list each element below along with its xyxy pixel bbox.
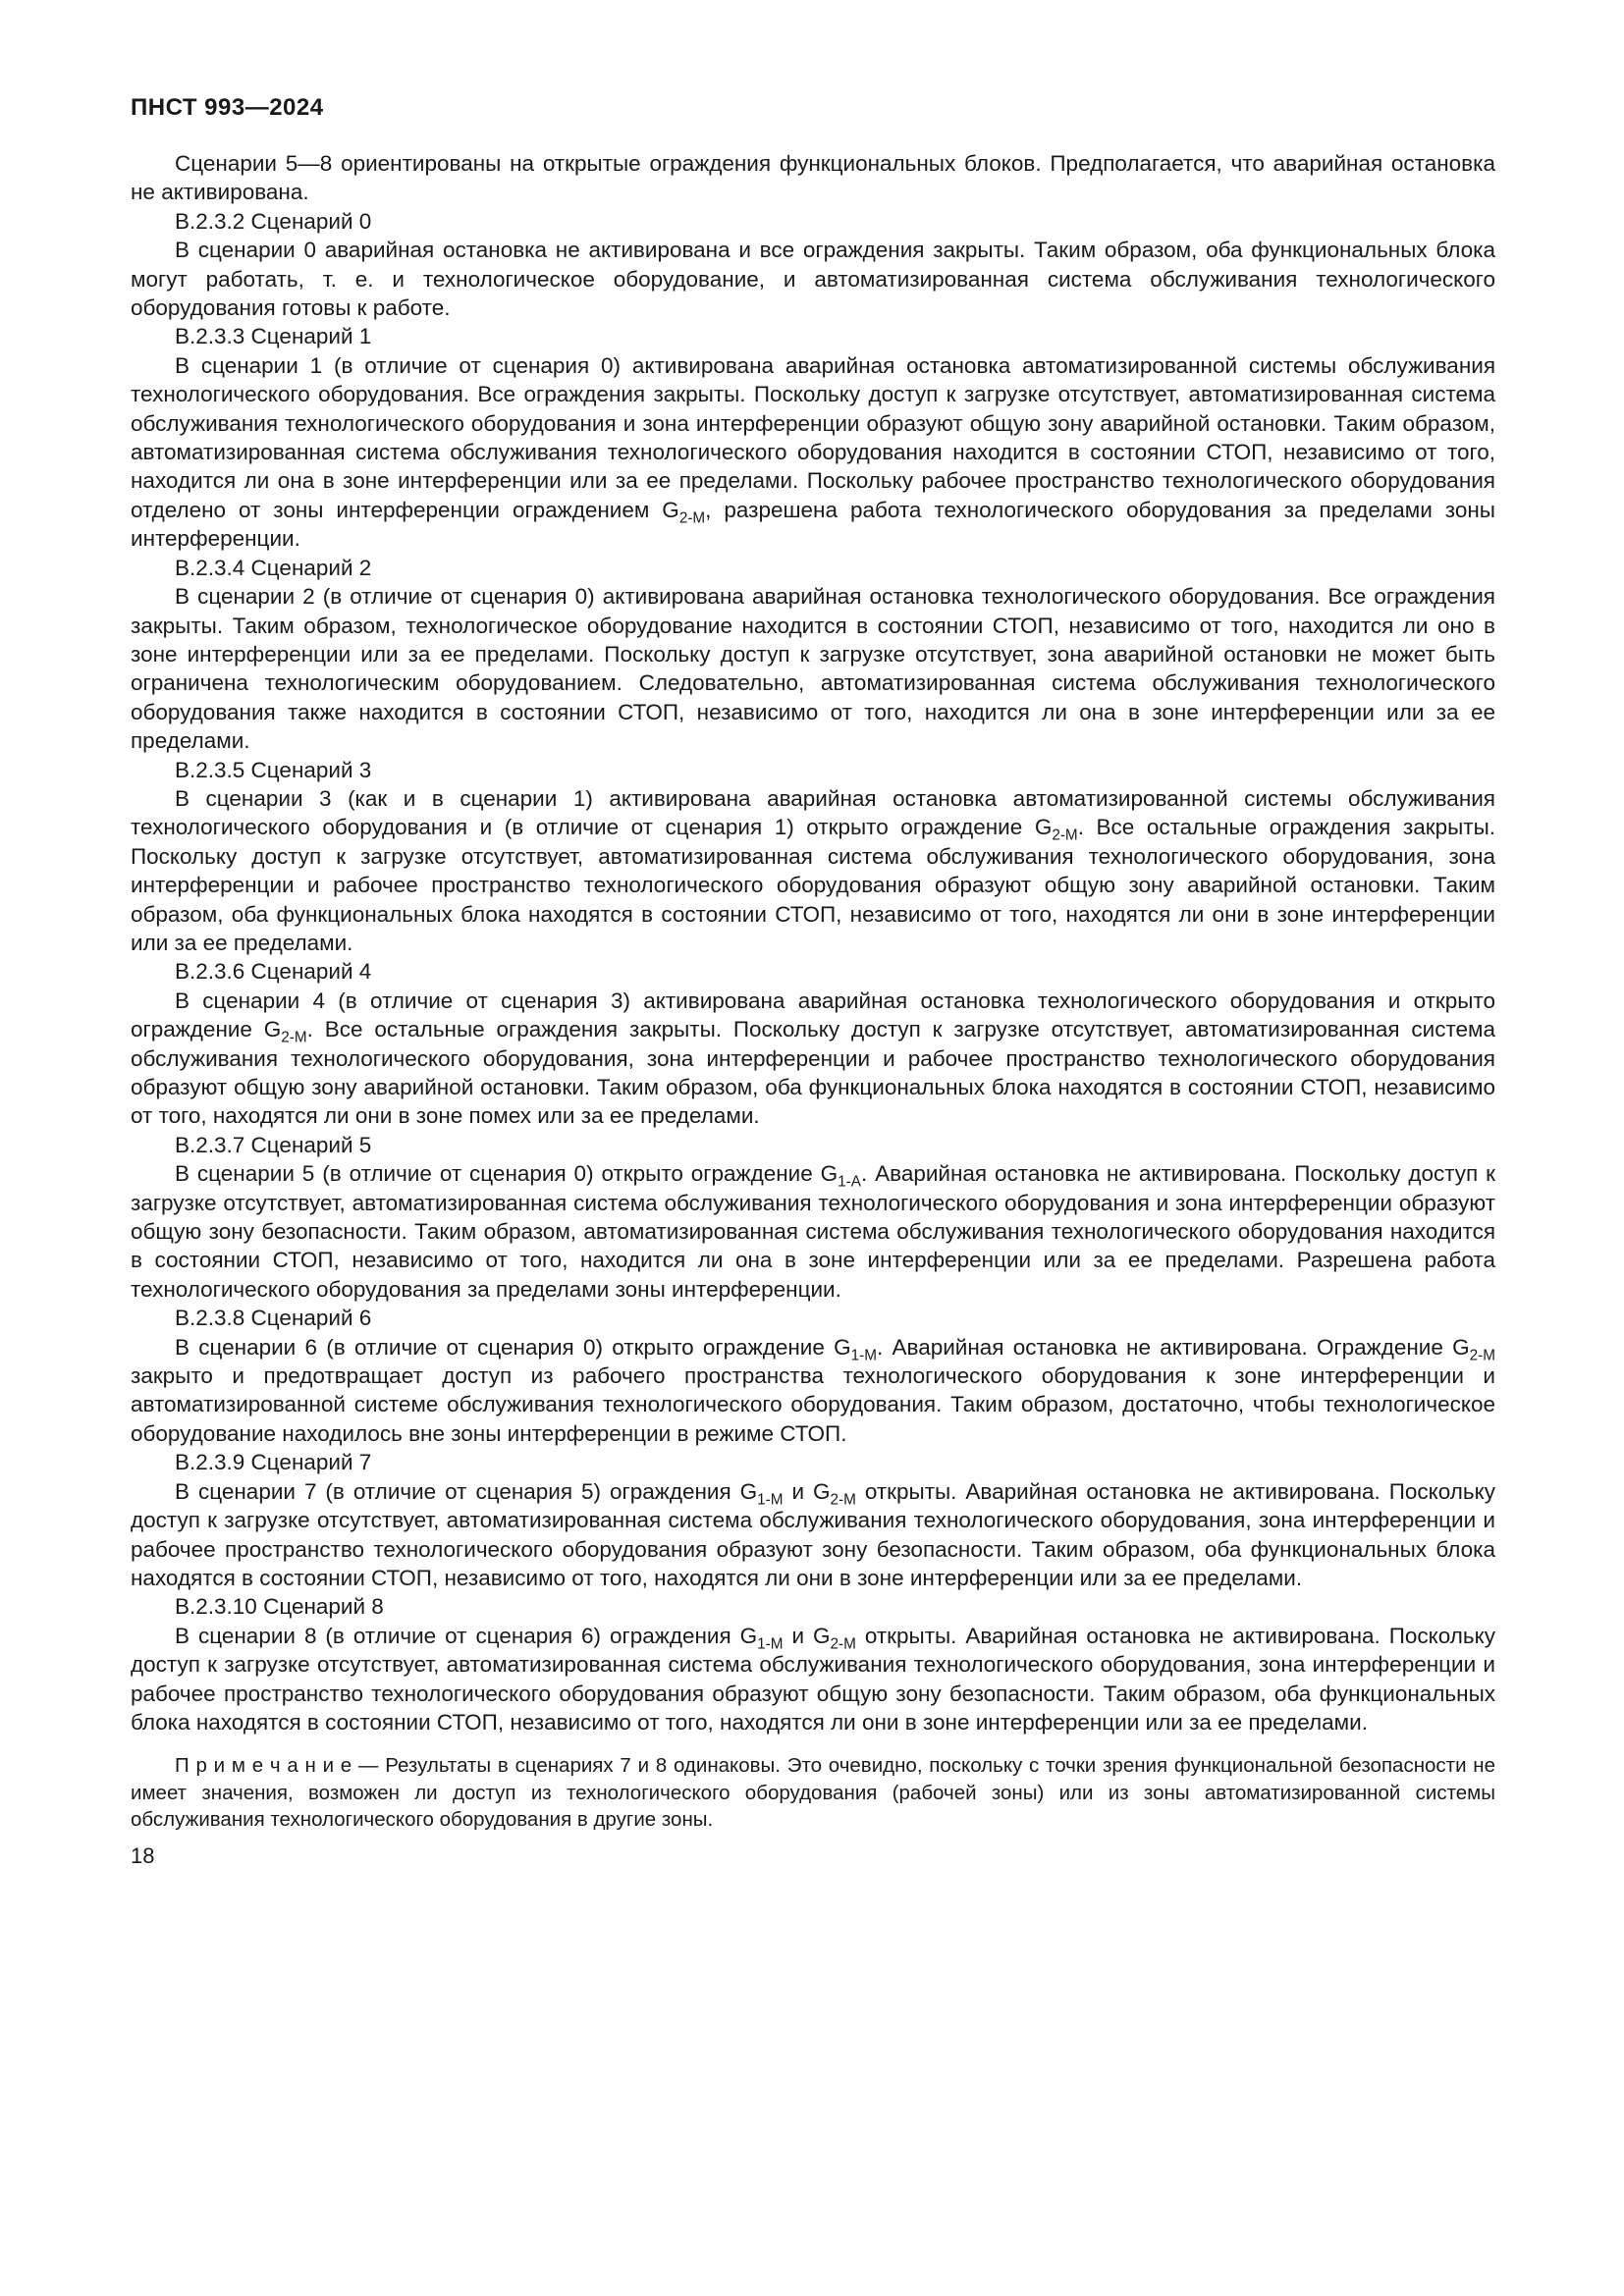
- subclause-heading-b-2-3-8: В.2.3.8 Сценарий 6: [175, 1306, 372, 1331]
- subclause-heading-b-2-3-3: В.2.3.3 Сценарий 1: [175, 324, 372, 349]
- paragraph-scenario-5: В сценарии 5 (в отличие от сценария 0) открыто ограждение $G_{1-А}$. Аварийная остановка не активирована. Поскольку доступ к загрузке отсутствует, автоматизированная система обслуживания технологического оборудования и зона интерференции образуют общую зону безопасности. Таким образом, автоматизированная система обслуживания технологического оборудования находится в состоянии СТОП, независимо от того, находится ли она в зоне интерференции или за ее пределами. Разрешена работа технологического оборудования за пределами зоны интерференции.: [131, 1161, 1495, 1302]
- subclause-heading-b-2-3-4: В.2.3.4 Сценарий 2: [175, 555, 372, 580]
- subclause-heading-b-2-3-6: В.2.3.6 Сценарий 4: [175, 959, 372, 985]
- doc-code: ПНСТ 993—2024: [131, 94, 324, 121]
- document-body: [131, 149, 1495, 1834]
- subclause-heading-b-2-3-5: В.2.3.5 Сценарий 3: [175, 757, 372, 782]
- paragraph-scenario-6: В сценарии 6 (в отличие от сценария 0) открыто ограждение $G_{1-М}$. Аварийная остановка не активирована. Ограждение $G_{2-М}$ закрыто и предотвращает доступ из рабочего пространства технологического оборудования к зоне интерференции и автоматизированной системе обслуживания технологического оборудования. Таким образом, достаточно, чтобы технологическое оборудование находилось вне зоны интерференции в режиме СТОП.: [131, 1334, 1495, 1446]
- paragraph-scenario-3: В сценарии 3 (как и в сценарии 1) активирована аварийная остановка автоматизированной системы обслуживания технологического оборудования и (в отличие от сценария 1) открыто ограждение $G_{2-М}$. Все остальные ограждения закрыты. Поскольку доступ к загрузке отсутствует, автоматизированная система обслуживания технологического оборудования, зона интерференции и рабочее пространство технологического оборудования образуют общую зону аварийной остановки. Таким образом, оба функциональных блока находятся в состоянии СТОП, независимо от того, находятся ли они в зоне интерференции или за ее пределами.: [131, 785, 1495, 955]
- paragraph-scenario-8: В сценарии 8 (в отличие от сценария 6) ограждения $G_{1-М}$ и $G_{2-М}$ открыты. Аварийная остановка не активирована. Поскольку доступ к загрузке отсутствует, автоматизированная система обслуживания технологического оборудования, зона интерференции и рабочее пространство технологического оборудования образуют общую зону безопасности. Таким образом, оба функциональных блока находятся в состоянии СТОП, независимо от того, находятся ли они в зоне интерференции или за ее пределами.: [131, 1623, 1495, 1735]
- subclause-heading-b-2-3-10: В.2.3.10 Сценарий 8: [175, 1594, 384, 1620]
- subclause-heading-b-2-3-9: В.2.3.9 Сценарий 7: [175, 1450, 372, 1475]
- paragraph-scenario-4: В сценарии 4 (в отличие от сценария 3) активирована аварийная остановка технологического оборудования и открыто ограждение $G_{2-М}$. Все остальные ограждения закрыты. Поскольку доступ к загрузке отсутствует, автоматизированная система обслуживания технологического оборудования, зона интерференции и рабочее пространство технологического оборудования образуют общую зону аварийной остановки. Таким образом, оба функциональных блока находятся в состоянии СТОП, независимо от того, находятся ли они в зоне помех или за ее пределами.: [131, 988, 1496, 1129]
- paragraph-scenarios-5-8-intro: Сценарии 5—8 ориентированы на открытые ограждения функциональных блоков. Предполагается, что аварийная остановка не активирована.: [131, 151, 1495, 205]
- document-header: [131, 94, 1495, 122]
- paragraph-scenario-7: В сценарии 7 (в отличие от сценария 5) ограждения $G_{1-М}$ и $G_{2-М}$ открыты. Аварийная остановка не активирована. Поскольку доступ к загрузке отсутствует, автоматизированная система обслуживания технологического оборудования, зона интерференции и рабочее пространство технологического оборудования образуют зону безопасности. Таким образом, оба функциональных блока находятся в состоянии СТОП, независимо от того, находятся ли они в зоне интерференции или за ее пределами.: [131, 1478, 1495, 1590]
- paragraph-scenario-1: В сценарии 1 (в отличие от сценария 0) активирована аварийная остановка автоматизированной системы обслуживания технологического оборудования. Все ограждения закрыты. Поскольку доступ к загрузке отсутствует, автоматизированная система обслуживания технологического оборудования и зона интерференции образуют общую зону аварийной остановки. Таким образом, автоматизированная система обслуживания технологического оборудования находится в состоянии СТОП, независимо от того, находится ли она в зоне интерференции или за ее пределами. Поскольку рабочее пространство технологического оборудования отделено от зоны интерференции ограждением $G_{2-М}$, разрешена работа технологического оборудования за пределами зоны интерференции.: [131, 352, 1495, 552]
- paragraph-scenario-0: В сценарии 0 аварийная остановка не активирована и все ограждения закрыты. Таким образом, оба функциональных блока могут работать, т. е. и технологическое оборудование, и автоматизированная система обслуживания технологического оборудования готовы к работе.: [131, 238, 1495, 321]
- page-number: 18: [131, 1842, 155, 1868]
- paragraph-scenario-2: В сценарии 2 (в отличие от сценария 0) активирована аварийная остановка технологического оборудования. Все ограждения закрыты. Таким образом, технологическое оборудование находится в состоянии СТОП, независимо от того, находится ли оно в зоне интерференции или за ее пределами. Поскольку доступ к загрузке отсутствует, зона аварийной остановки не может быть ограничена технологическим оборудованием. Следовательно, автоматизированная система обслуживания технологического оборудования также находится в состоянии СТОП, независимо от того, находится ли она в зоне интерференции или за ее пределами.: [131, 584, 1495, 754]
- subclause-heading-b-2-3-7: В.2.3.7 Сценарий 5: [175, 1132, 372, 1157]
- subclause-heading-b-2-3-2: В.2.3.2 Сценарий 0: [175, 208, 372, 234]
- note-paragraph: П р и м е ч а н и е — Результаты в сценариях 7 и 8 одинаковы. Это очевидно, поскольку с точки зрения функциональной безопасности не имеет значения, возможен ли доступ из технологического оборудования (рабочей зоны) или из зоны автоматизированной системы обслуживания технологического оборудования в другие зоны.: [131, 1754, 1495, 1832]
